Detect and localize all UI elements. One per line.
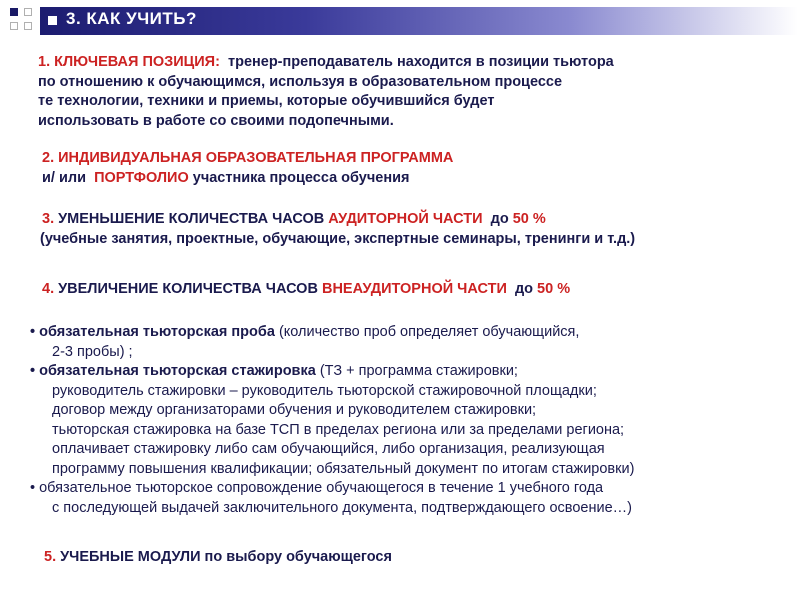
item-1-line2: по отношению к обучающимся, используя в образовательном процессе <box>38 73 563 90</box>
item-4-pre: УВЕЛИЧЕНИЕ КОЛИЧЕСТВА ЧАСОВ <box>58 281 318 297</box>
header-square-icon <box>10 22 18 30</box>
item-5-num: 5. <box>44 549 57 565</box>
bullet-list <box>30 323 634 518</box>
item-4 <box>42 280 570 300</box>
header-bullet-icon <box>48 16 57 25</box>
list-item <box>30 362 634 382</box>
item-2-prefix: и/ или <box>42 169 87 186</box>
item-3-post: до <box>490 211 509 227</box>
bullet-3-line2: с последующей выдачей заключительного документа, подтверждающего освоение…) <box>52 499 632 516</box>
item-3-num: 3. <box>42 211 55 227</box>
item-5-text: УЧЕБНЫЕ МОДУЛИ по выбору обучающегося <box>60 549 392 565</box>
bullet-2-bold: • обязательная тьюторская стажировка <box>30 363 316 379</box>
item-3-percent: 50 % <box>512 211 546 227</box>
item-5 <box>44 548 392 568</box>
list-item <box>30 323 634 343</box>
bullet-2-rest: (ТЗ + программа стажировки; <box>319 363 518 379</box>
item-3-line2: (учебные занятия, проектные, обучающие, экспертные семинары, тренинги и т.д.) <box>40 230 636 247</box>
bullet-2-line5: оплачивает стажировку либо сам обучающийся, либо организация, реализующая <box>52 441 605 457</box>
item-1 <box>38 53 614 131</box>
bullet-2-line4: тьюторская стажировка на базе ТСП в пределах региона или за пределами региона; <box>52 421 625 438</box>
item-3-pre: УМЕНЬШЕНИЕ КОЛИЧЕСТВА ЧАСОВ <box>58 211 325 227</box>
item-4-percent: 50 % <box>537 281 571 297</box>
item-1-line4: использовать в работе со своими подопечными. <box>38 112 394 129</box>
item-3-red: АУДИТОРНОЙ ЧАСТИ <box>328 211 483 227</box>
item-4-num: 4. <box>42 281 55 297</box>
item-2-title: 2. ИНДИВИДУАЛЬНАЯ ОБРАЗОВАТЕЛЬНАЯ ПРОГРАММА <box>42 150 454 166</box>
slide-title: 3. КАК УЧИТЬ? <box>66 9 197 28</box>
header-square-icon <box>24 22 32 30</box>
item-2-suffix: участника процесса обучения <box>192 169 410 186</box>
item-2 <box>42 149 453 188</box>
item-4-post: до <box>514 281 533 297</box>
bullet-3-line1: • обязательное тьюторское сопровождение обучающегося в течение 1 учебного года <box>30 480 604 496</box>
bullet-1-rest: (количество проб определяет обучающийся, <box>278 324 580 340</box>
item-1-line3: те технологии, техники и приемы, которые обучившийся будет <box>38 93 495 109</box>
header-square-icon <box>10 8 18 16</box>
item-1-line1: тренер-преподаватель находится в позиции тьютора <box>227 54 614 70</box>
item-3 <box>42 210 635 249</box>
bullet-2-line6: программу повышения квалификации; обязательный документ по итогам стажировки) <box>52 460 635 477</box>
item-4-red: ВНЕАУДИТОРНОЙ ЧАСТИ <box>321 281 507 297</box>
bullet-2-line2: руководитель стажировки – руководитель тьюторской стажировочной площадки; <box>52 382 597 399</box>
bullet-2-line3: договор между организаторами обучения и руководителем стажировки; <box>52 402 537 418</box>
bullet-1-line2: 2-3 пробы) ; <box>52 343 133 360</box>
item-1-lead: 1. КЛЮЧЕВАЯ ПОЗИЦИЯ: <box>38 54 220 70</box>
header-square-icon <box>24 8 32 16</box>
item-2-portfolio: ПОРТФОЛИО <box>94 169 189 186</box>
bullet-1-bold: • обязательная тьюторская проба <box>30 324 275 340</box>
